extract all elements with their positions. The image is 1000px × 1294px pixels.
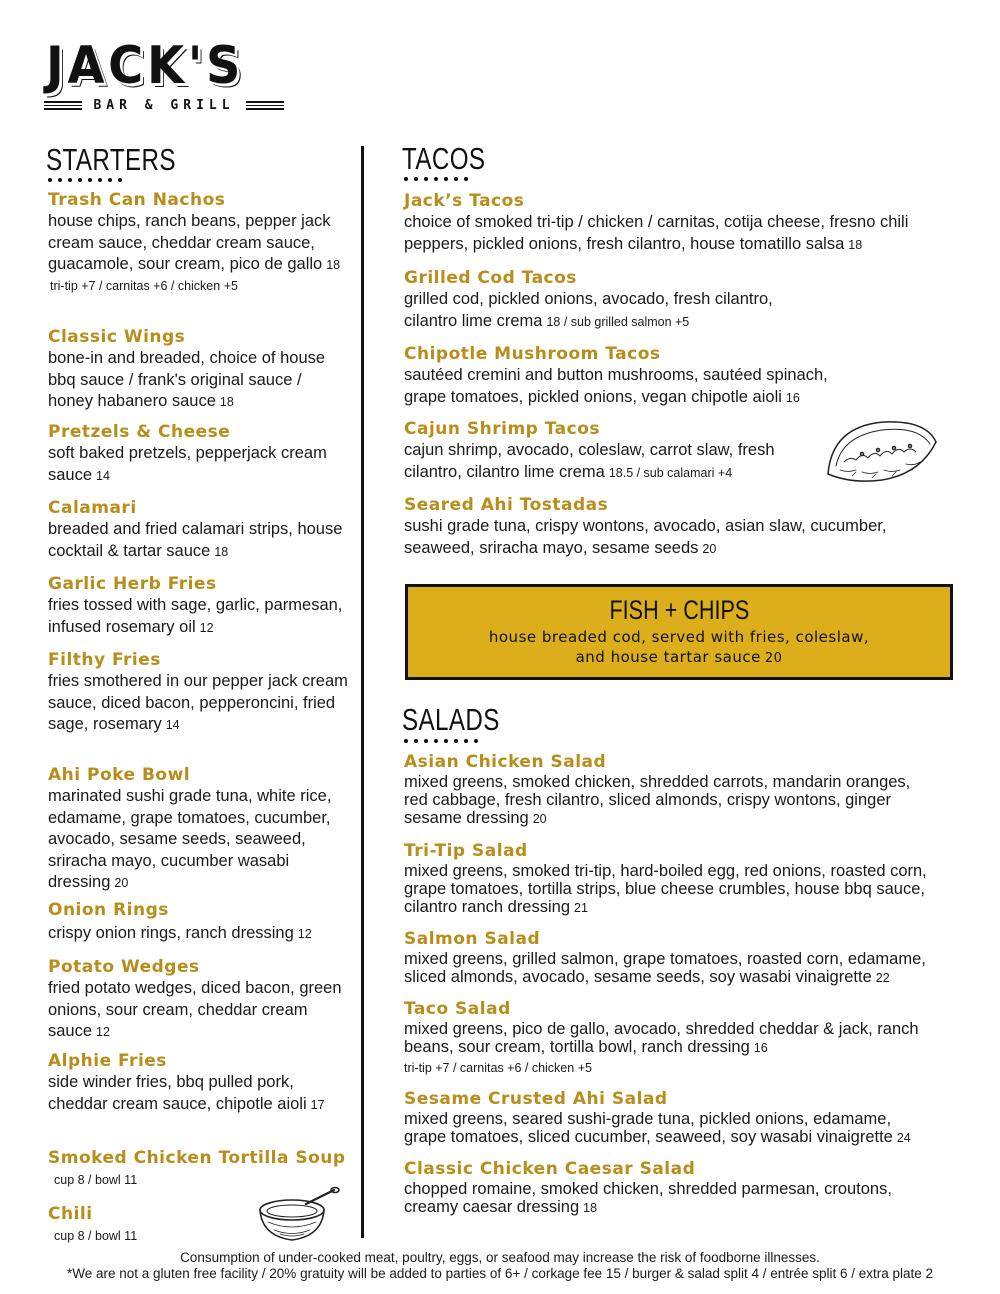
item-price: 14 [96, 468, 110, 483]
menu-item [48, 573, 348, 639]
item-price: 18 [326, 258, 341, 272]
footer-disclaimer: Consumption of under-cooked meat, poultry, eggs, or seafood may increase the risk of foodborne illnesses. [180, 1250, 820, 1265]
item-price: 16 [785, 390, 800, 405]
item-description: choice of smoked tri-tip / chicken / carnitas, cotija cheese, fresno chili peppers, pickled onions, fresh cilantro, house tomatillo salsa 18 [404, 213, 909, 253]
menu-item [404, 928, 964, 987]
item-addons: cup 8 / bowl 11 [54, 1173, 138, 1187]
menu-item [404, 190, 964, 256]
item-description: fried potato wedges, diced bacon, green onions, sour cream, cheddar cream sauce 12 [48, 979, 342, 1040]
item-price: 18 [219, 395, 234, 409]
item-name: Salmon Salad [404, 929, 541, 949]
item-name: Classic Wings [48, 327, 186, 347]
item-description: chopped romaine, smoked chicken, shredded parmesan, croutons, creamy caesar dressing 18 [404, 1180, 892, 1216]
section-dots [48, 178, 122, 184]
item-description: mixed greens, grilled salmon, grape tomatoes, roasted corn, edamame, sliced almonds, avocado, sesame seeds, soy wasabi vinaigrette 22 [404, 950, 926, 986]
item-description: side winder fries, bbq pulled pork, cheddar cream sauce, chipotle aioli 17 [48, 1073, 325, 1113]
item-description: soft baked pretzels, pepperjack cream sauce 14 [48, 444, 327, 484]
item-price: 17 [310, 1097, 325, 1112]
item-price: 16 [753, 1041, 768, 1055]
logo-title: JACK'S [46, 36, 245, 96]
item-name: Asian Chicken Salad [404, 752, 607, 772]
menu-item [404, 751, 964, 828]
item-name: Tri-Tip Salad [404, 841, 528, 861]
item-description: mixed greens, smoked tri-tip, hard-boiled egg, red onions, roasted corn, grape tomatoes, tortilla strips, blue cheese crumbles, house bbq sauce, cilantro ranch dressing 21 [404, 862, 927, 916]
menu-item [48, 497, 348, 563]
item-name: Chipotle Mushroom Tacos [404, 344, 661, 364]
item-name: Sesame Crusted Ahi Salad [404, 1089, 668, 1109]
item-description: sautéed cremini and button mushrooms, sautéed spinach, grape tomatoes, pickled onions, vegan chipotle aioli 16 [404, 366, 828, 406]
item-description: cajun shrimp, avocado, coleslaw, carrot slaw, fresh cilantro, cilantro lime crema 18.5 / sub calamari +4 [404, 441, 775, 481]
item-description: fries tossed with sage, garlic, parmesan, infused rosemary oil 12 [48, 596, 343, 636]
logo [44, 36, 284, 120]
item-description: breaded and fried calamari strips, house cocktail & tartar sauce 18 [48, 520, 343, 560]
menu-item [48, 1147, 348, 1189]
item-description: house chips, ranch beans, pepper jack cream sauce, cheddar cream sauce, guacamole, sour cream, pico de gallo 18 [48, 212, 341, 273]
menu-item [404, 267, 964, 333]
menu-item [48, 649, 348, 737]
item-addons: cup 8 / bowl 11 [54, 1229, 138, 1243]
taco-icon [822, 414, 942, 488]
item-price: 24 [896, 1131, 911, 1145]
item-description: fries smothered in our pepper jack cream sauce, diced bacon, pepperoncini, fried sage, rosemary 14 [48, 672, 348, 733]
menu-item [48, 421, 348, 487]
item-name: Classic Chicken Caesar Salad [404, 1159, 696, 1179]
column-divider [361, 146, 364, 1238]
item-price: 22 [875, 971, 890, 985]
item-name: Trash Can Nachos [48, 190, 226, 210]
fish-chips-title: FISH + CHIPS [609, 595, 749, 625]
item-name: Grilled Cod Tacos [404, 268, 577, 288]
logo-line-decoration [44, 101, 82, 111]
menu-item [48, 899, 348, 946]
menu-item [48, 1050, 348, 1116]
item-description: grilled cod, pickled onions, avocado, fresh cilantro, cilantro lime crema 18 / sub grilled salmon +5 [404, 290, 773, 330]
item-price: 14 [165, 718, 180, 732]
item-price: 21 [574, 901, 588, 915]
logo-subtitle: BAR & GRILL [93, 98, 235, 113]
menu-item [404, 343, 964, 409]
menu-item [48, 326, 348, 414]
item-description: mixed greens, smoked chicken, shredded carrots, mandarin oranges, red cabbage, fresh cilantro, sliced almonds, crispy wontons, ginger sesame dressing 20 [404, 773, 911, 827]
item-name: Garlic Herb Fries [48, 574, 217, 594]
item-price: 18 [583, 1201, 598, 1215]
item-price: 18 [214, 544, 229, 559]
footer [0, 1250, 1000, 1282]
item-description: crispy onion rings, ranch dressing 12 [48, 924, 312, 942]
item-price: 20 [532, 812, 547, 826]
menu-item [404, 1158, 964, 1217]
item-addons: tri-tip +7 / carnitas +6 / chicken +5 [404, 1061, 592, 1075]
menu-item [404, 840, 964, 917]
item-name: Onion Rings [48, 900, 169, 920]
item-price: 20 [764, 651, 783, 666]
item-name: Seared Ahi Tostadas [404, 495, 609, 515]
section-title-starters: STARTERS [46, 142, 176, 177]
item-price: 12 [199, 620, 214, 635]
item-price: 12 [297, 927, 312, 941]
item-price: 18.5 / sub calamari +4 [608, 465, 733, 480]
soup-bowl-icon [254, 1186, 340, 1246]
menu-item [48, 956, 348, 1044]
item-description: marinated sushi grade tuna, white rice, edamame, grape tomatoes, cucumber, avocado, sesame seeds, seaweed, sriracha mayo, cucumber wasabi dressing 20 [48, 787, 332, 891]
item-description: sushi grade tuna, crispy wontons, avocado, asian slaw, cucumber, seaweed, sriracha mayo, sesame seeds 20 [404, 517, 887, 557]
menu-item [48, 764, 348, 895]
item-name: Calamari [48, 498, 137, 518]
item-name: Filthy Fries [48, 650, 161, 670]
item-name: Potato Wedges [48, 957, 200, 977]
item-name: Cajun Shrimp Tacos [404, 419, 601, 439]
item-description: mixed greens, seared sushi-grade tuna, pickled onions, edamame, grape tomatoes, sliced cucumber, seaweed, soy wasabi vinaigrette 24 [404, 1110, 911, 1146]
fish-chips-description: house breaded cod, served with fries, coleslaw, and house tartar sauce 20 [488, 628, 870, 666]
menu-item [48, 189, 348, 295]
section-title-salads: SALADS [402, 702, 500, 737]
item-name: Taco Salad [404, 999, 511, 1019]
item-price: 18 [848, 237, 863, 252]
footer-policies: *We are not a gluten free facility / 20% gratuity will be added to parties of 6+ / corkage fee 15 / burger & salad split 4 / entrée split 6 / extra plate 2 [66, 1266, 934, 1281]
menu-item [404, 1088, 964, 1147]
logo-subtitle-row [44, 98, 284, 114]
section-dots [404, 177, 468, 183]
item-name: Ahi Poke Bowl [48, 765, 191, 785]
item-description: mixed greens, pico de gallo, avocado, shredded cheddar & jack, ranch beans, sour cream, tortilla bowl, ranch dressing 16 [404, 1020, 919, 1056]
menu-item [404, 494, 964, 560]
fish-chips-box [405, 584, 953, 680]
item-name: Jack’s Tacos [404, 191, 525, 211]
item-name: Chili [48, 1204, 93, 1224]
section-dots [404, 739, 478, 745]
menu-item [404, 998, 964, 1077]
item-price: 12 [96, 1025, 110, 1039]
item-name: Alphie Fries [48, 1051, 167, 1071]
item-price: 20 [114, 876, 129, 890]
section-title-tacos: TACOS [402, 141, 486, 176]
item-description: bone-in and breaded, choice of house bbq sauce / frank's original sauce / honey habanero sauce 18 [48, 349, 326, 410]
item-name: Pretzels & Cheese [48, 422, 231, 442]
item-price: 20 [702, 541, 717, 556]
logo-line-decoration [246, 101, 284, 111]
item-name: Smoked Chicken Tortilla Soup [48, 1148, 346, 1168]
item-addons: tri-tip +7 / carnitas +6 / chicken +5 [50, 278, 238, 293]
item-price: 18 / sub grilled salmon +5 [546, 314, 690, 329]
